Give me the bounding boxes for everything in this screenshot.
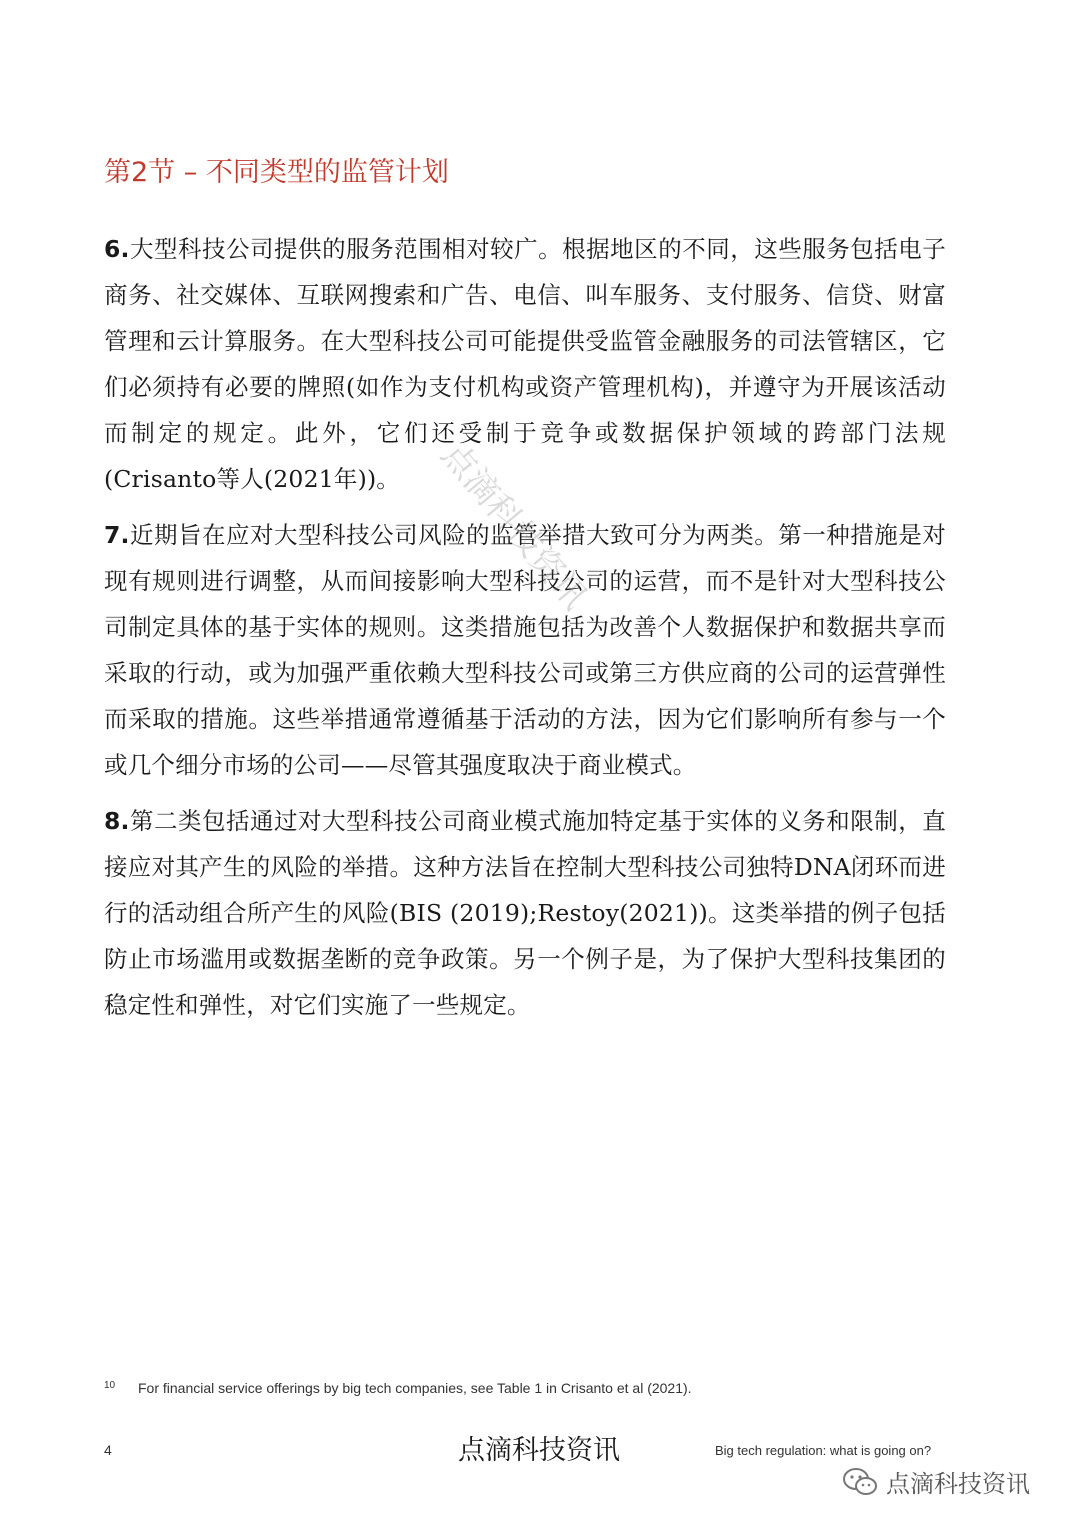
paragraph-6 [104,226,946,502]
paragraph-number: 6. [104,235,130,263]
footnote-mark: 10 [104,1380,116,1391]
footer-brand: 点滴科技资讯 [458,1435,620,1466]
wechat-account-tag [842,1464,1030,1499]
wechat-account-name: 点滴科技资讯 [886,1470,1030,1498]
running-title: Big tech regulation: what is going on? [715,1443,932,1458]
section-title: 第2节 – 不同类型的监管计划 [104,157,449,188]
paragraph-7 [104,512,946,788]
watermark: 点滴科技资讯 [433,435,596,618]
footnote-text: For financial service offerings by big tech companies, see Table 1 in Crisanto et al (2021). [138,1380,692,1396]
paragraph-text: 近期旨在应对大型科技公司风险的监管举措大致可分为两类。第一种措施是对现有规则进行调整，从而间接影响大型科技公司的运营，而不是针对大型科技公司制定具体的基于实体的规则。这类措施包括为改善个人数据保护和数据共享而采取的行动，或为加强严重依赖大型科技公司或第三方供应商的公司的运营弹性而采取的措施。这些举措通常遵循基于活动的方法，因为它们影响所有参与一个或几个细分市场的公司——尽管其强度取决于商业模式。 [104,521,946,779]
wechat-icon [842,1467,878,1497]
paragraph-text: 大型科技公司提供的服务范围相对较广。根据地区的不同，这些服务包括电子商务、社交媒体、互联网搜索和广告、电信、叫车服务、支付服务、信贷、财富管理和云计算服务。在大型科技公司可能提供受监管金融服务的司法管辖区，它们必须持有必要的牌照(如作为支付机构或资产管理机构)，并遵守为开展该活动而制定的规定。此外，它们还受制于竞争或数据保护领域的跨部门法规(Crisanto等人(2021年))。 [104,235,946,493]
paragraph-8 [104,798,946,1028]
paragraph-text: 第二类包括通过对大型科技公司商业模式施加特定基于实体的义务和限制，直接应对其产生的风险的举措。这种方法旨在控制大型科技公司独特DNA闭环而进行的活动组合所产生的风险(BIS (2019);Restoy(2021))。这类举措的例子包括防止市场滥用或数据垄断的竞争政策。另一个例子是，为了保护大型科技集团的稳定性和弹性，对它们实施了一些规定。 [104,807,946,1019]
page-number: 4 [104,1442,112,1458]
paragraph-number: 7. [104,521,130,549]
body-text [104,226,946,1038]
footnote [104,1380,692,1396]
paragraph-number: 8. [104,807,130,835]
